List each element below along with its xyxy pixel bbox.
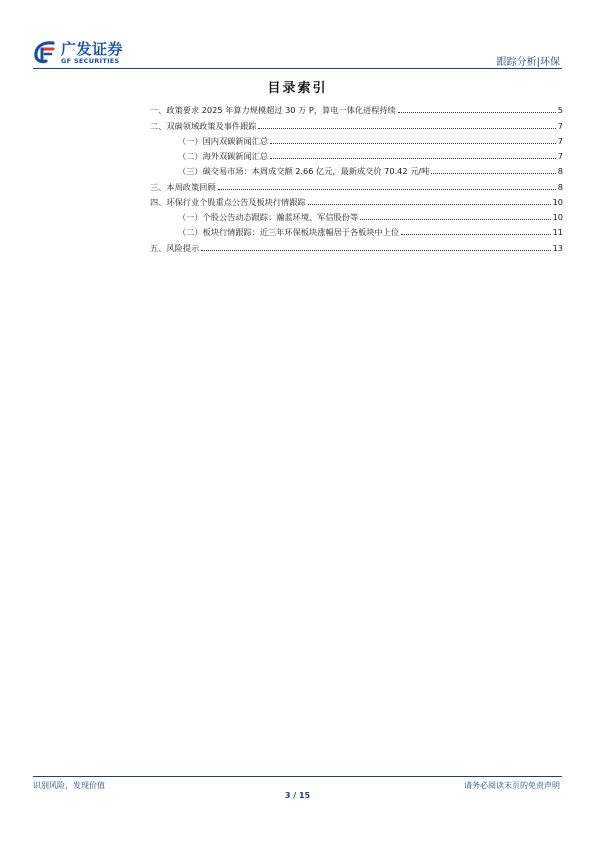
toc-entry-text: 三、本周政策回顾 [150,181,216,192]
toc-entry[interactable] [150,193,563,208]
toc-entry[interactable] [150,208,563,223]
toc-entry[interactable] [150,132,563,147]
logo-english-name: GF SECURITIES [61,57,120,65]
toc-entry-page: 7 [557,135,563,146]
toc-entry-page: 10 [552,212,563,222]
toc-entry-text: （二）板块行情跟踪：近三年环保板块涨幅居于各板块中上位 [178,227,400,238]
toc-entry[interactable] [150,101,563,116]
toc-entry-page: 8 [557,166,563,177]
toc-leader-dots [360,219,550,220]
toc-leader-dots [258,128,555,129]
table-of-contents [150,101,563,254]
toc-leader-dots [398,112,556,113]
toc-entry-text: （一）国内双碳新闻汇总 [178,135,269,146]
toc-title: 目录索引 [267,81,328,96]
toc-entry-text: 五、风险提示 [150,242,200,253]
gf-logo-mark-icon [33,40,57,64]
toc-entry[interactable] [150,177,563,192]
toc-entry-text: 二、双碳领域政策及事件跟踪 [150,120,257,131]
toc-entry[interactable] [150,147,563,162]
toc-entry-page: 5 [557,105,563,116]
report-section-label: 跟踪分析|环保 [496,57,560,68]
toc-entry[interactable] [150,238,563,253]
toc-entry[interactable] [150,162,563,177]
toc-entry[interactable] [150,116,563,131]
footer-divider [33,776,562,777]
toc-entry-page: 8 [557,181,563,192]
gf-securities-logo [33,38,133,68]
toc-leader-dots [431,173,555,174]
toc-entry-text: （一）个股公告动态跟踪：瀚蓝环境、军信股份等 [178,212,359,222]
toc-entry-text: 四、环保行业个股重点公告及板块行情跟踪 [150,196,306,207]
toc-entry-text: （二）海外双碳新闻汇总 [178,151,269,161]
toc-entry-page: 13 [552,242,563,253]
toc-leader-dots [270,158,556,159]
logo-chinese-name: 广发证券 [61,40,124,58]
footer-slogan: 识别风险，发现价值 [33,781,105,790]
toc-entry-page: 7 [557,120,563,131]
page-number: 3 / 15 [284,791,311,800]
toc-entry-page: 10 [552,196,563,207]
toc-leader-dots [270,143,556,144]
toc-entry-text: 一、政策要求 2025 年算力规模超过 30 万 P，算电一体化进程持续 [150,105,396,116]
toc-leader-dots [201,250,550,251]
toc-leader-dots [308,204,551,205]
toc-entry[interactable] [150,223,563,238]
toc-leader-dots [401,234,551,235]
toc-leader-dots [218,189,556,190]
toc-entry-text: （三）碳交易市场：本周成交额 2.66 亿元，最新成交价 70.42 元/吨 [178,166,430,177]
header-divider [33,68,562,69]
toc-entry-page: 11 [552,227,563,238]
toc-entry-page: 7 [557,151,563,161]
footer-disclaimer-note: 请务必阅读末页的免责声明 [464,781,560,790]
